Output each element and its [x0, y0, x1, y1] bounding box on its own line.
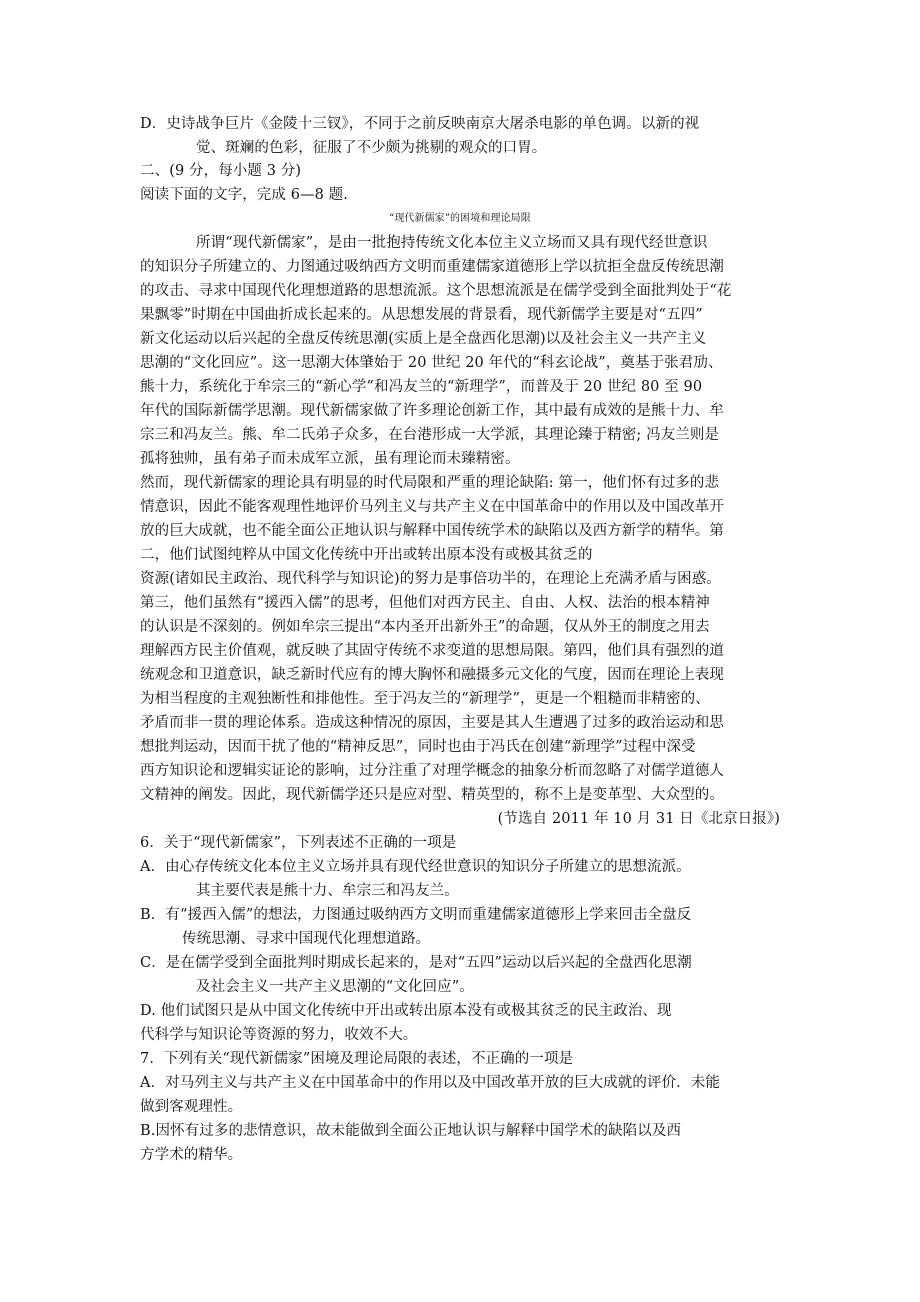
paragraph-line: 思潮的“文化回应”。这一思潮大体肇始于 20 世纪 20 年代的“科玄论战”，奠基于张君劢、: [140, 355, 723, 371]
paragraph-line: 果飘零”时期在中国曲折成长起来的。从思想发展的背景看，现代新儒学主要是对“五四”: [140, 307, 703, 323]
q7-option-a-cont: 做到客观理性。: [140, 1099, 243, 1115]
article-title: “现代新儒家”的困境和理论局限: [389, 213, 531, 224]
paragraph-line: 为相当程度的主观独断性和排他性。至于冯友兰的“新理学”，更是一个粗糙而非精密的、: [140, 691, 710, 707]
section-heading: 二、(9 分，每小题 3 分): [140, 163, 302, 179]
paragraph-line: 的攻击、寻求中国现代化理想道路的思想流派。这个思想流派是在儒学受到全面批判处于“花: [140, 283, 732, 299]
paragraph-line: 的知识分子所建立的、力图通过吸纳西方文明而重建儒家道德形上学以抗拒全盘反传统思潮: [140, 259, 724, 275]
q6-option-a: A．由心存传统文化本位主义立场并具有现代经世意识的知识分子所建立的思想流派。: [140, 859, 691, 875]
q6-option-b-cont: 传统思潮、寻求中国现代化理想道路。: [182, 931, 431, 947]
option-d-line-1: D．史诗战争巨片《金陵十三钗》，不同于之前反映南京大屠杀电影的单色调。以新的视: [140, 116, 700, 132]
question-7: 7．下列有关“现代新儒家”困境及理论局限的表述，不正确的一项是: [140, 1051, 574, 1067]
paragraph-line: 统观念和卫道意识，缺乏新时代应有的博大胸怀和融摄多元文化的气度，因而在理论上表现: [140, 667, 724, 683]
reading-instruction: 阅读下面的文字，完成 6—8 题.: [140, 187, 348, 203]
paragraph-line: 宗三和冯友兰。熊、牟二氏弟子众多，在台港形成一大学派，其理论臻于精密; 冯友兰则是: [140, 427, 720, 443]
paragraph-line: 的认识是不深刻的。例如牟宗三提出“本内圣开出新外王”的命题，仅从外王的制度之用去: [140, 619, 710, 635]
paragraph-line: 所谓“现代新儒家”，是由一批抱持传统文化本位主义立场而又具有现代经世意识: [196, 235, 708, 251]
paragraph-line: 文精神的阐发。因此，现代新儒学还只是应对型、精英型的，称不上是变革型、大众型的。: [140, 787, 724, 803]
paragraph-line: 熊十力，系统化于牟宗三的“新心学”和冯友兰的“新理学”，而普及于 20 世纪 80 至 90: [140, 379, 703, 395]
q7-option-b-cont: 方学术的精华。: [140, 1147, 243, 1163]
paragraph-line: 第三，他们虽然有“援西入儒”的思考，但他们对西方民主、自由、人权、法治的根本精神: [140, 595, 710, 611]
paragraph-line: 然而，现代新儒家的理论具有明显的时代局限和严重的理论缺陷: 第一，他们怀有过多的悲: [140, 475, 720, 491]
paragraph-line: 二，他们试图纯粹从中国文化传统中开出或转出原本没有或极其贫乏的: [140, 547, 593, 563]
paragraph-line: 新文化运动以后兴起的全盘反传统思潮(实质上是全盘西化思潮)以及社会主义一共产主义: [140, 331, 707, 347]
q6-option-d: D. 他们试图只是从中国文化传统中开出或转出原本没有或极其贫乏的民主政治、现: [140, 1003, 672, 1019]
q6-option-c-cont: 及社会主义一共产主义思潮的“文化回应”。: [196, 979, 474, 995]
paragraph-line: 矛盾而非一贯的理论体系。造成这种情况的原因，主要是其人生遭遇了过多的政治运动和思: [140, 715, 724, 731]
q6-option-c: C．是在儒学受到全面批判时期成长起来的，是对“五四”运动以后兴起的全盘西化思潮: [140, 955, 692, 971]
q6-option-d-cont: 代科学与知识论等资源的努力，收效不大。: [140, 1027, 418, 1043]
q6-option-b: B．有“援西入儒”的想法，力图通过吸纳西方文明而重建儒家道德形上学来回击全盘反: [140, 907, 692, 923]
q7-option-b: B.因怀有过多的悲情意识，故未能做到全面公正地认识与解释中国学术的缺陷以及西: [140, 1123, 682, 1139]
question-6: 6．关于“现代新儒家”，下列表述不正确的一项是: [140, 835, 457, 851]
paragraph-line: 情意识，因此不能客观理性地评价马列主义与共产主义在中国革命中的作用以及中国改革开: [140, 499, 724, 515]
source-citation: (节选自 2011 年 10 月 31 日《北京日报》): [497, 811, 780, 827]
paragraph-line: 年代的国际新儒学思潮。现代新儒家做了许多理论创新工作，其中最有成效的是熊十力、牟: [140, 403, 724, 419]
paragraph-line: 西方知识论和逻辑实证论的影响，过分注重了对理学概念的抽象分析而忽略了对儒学道德人: [140, 763, 724, 779]
paragraph-line: 理解西方民主价值观，就反映了其固守传统不求变道的思想局限。第四，他们具有强烈的道: [140, 643, 724, 659]
q6-option-a-cont: 其主要代表是熊十力、牟宗三和冯友兰。: [196, 883, 459, 899]
q7-option-a: A．对马列主义与共产主义在中国革命中的作用以及中国改革开放的巨大成就的评价．未能: [140, 1075, 720, 1091]
paragraph-line: 放的巨大成就，也不能全面公正地认识与解释中国传统学术的缺陷以及西方新学的精华。第: [140, 523, 724, 539]
paragraph-line: 资源(诸如民主政治、现代科学与知识论)的努力是事倍功半的，在理论上充满矛盾与困惑。: [140, 571, 721, 587]
paragraph-line: 想批判运动，因而干扰了他的“精神反思”，同时也由于冯氏在创建“新理学”过程中深受: [140, 739, 696, 755]
paragraph-line: 孤将独帅，虽有弟子而未成军立派，虽有理论而未臻精密。: [140, 451, 520, 467]
option-d-line-2: 觉、斑斓的色彩，征服了不少颇为挑剔的观众的口胃。: [196, 140, 547, 156]
